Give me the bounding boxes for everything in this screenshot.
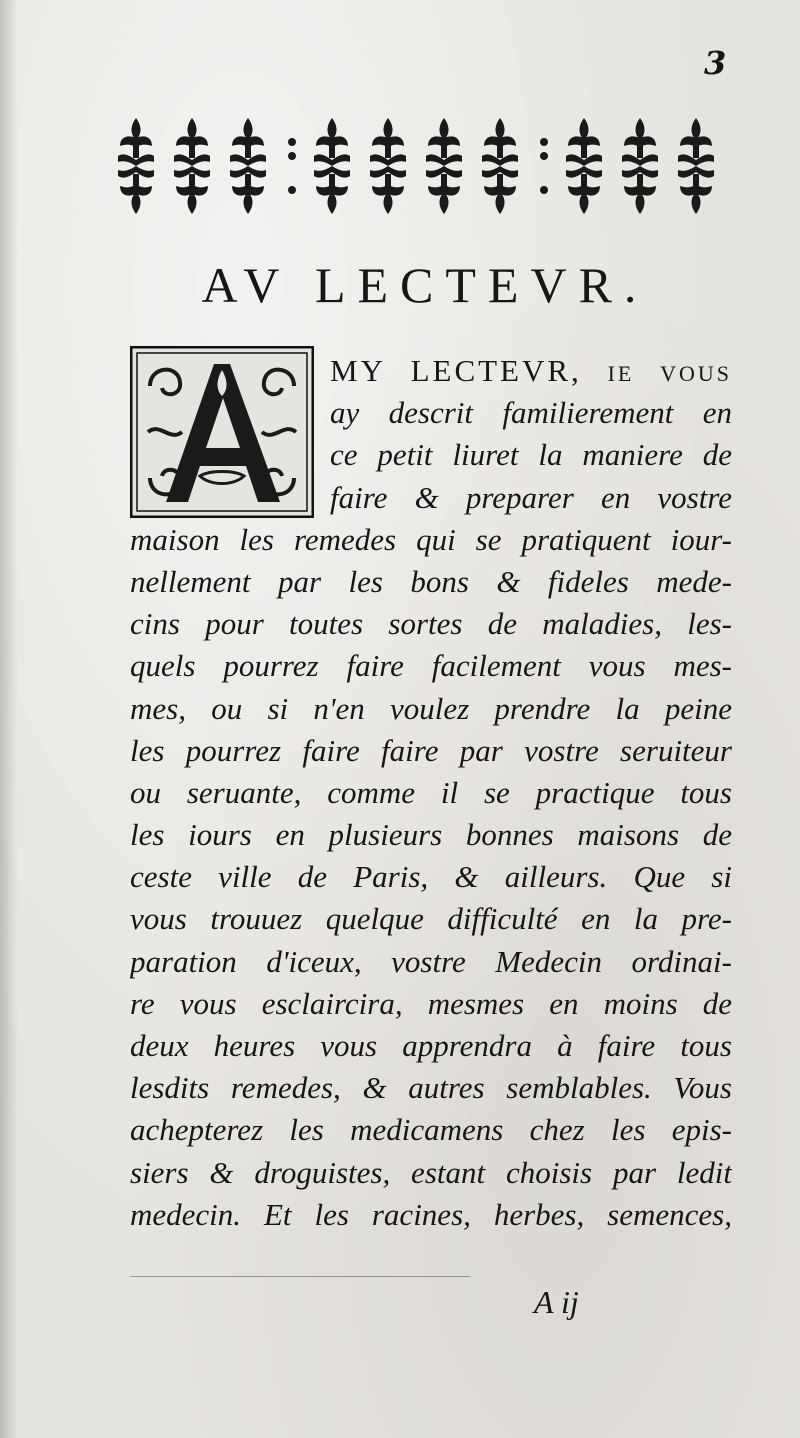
page-gutter-shadow xyxy=(0,0,18,1438)
text-line: ce petit liuret la maniere de xyxy=(330,437,732,473)
text-line: nellement par les bons & fideles mede- xyxy=(130,563,732,599)
text-line: medecin. Et les racines, herbes, semences, xyxy=(130,1196,732,1232)
bottom-rule xyxy=(130,1276,470,1277)
text-line: vous trouuez quelque difficulté en la pre- xyxy=(130,901,732,937)
signature-mark: A ij xyxy=(534,1284,579,1320)
text-line: ou seruante, comme il se practique tous xyxy=(130,774,732,810)
text-line: lesdits remedes, & autres semblables. Vous xyxy=(130,1070,732,1106)
text-line: achepterez les medicamens chez les epis- xyxy=(130,1112,732,1148)
body-text xyxy=(130,350,732,1236)
text-line: mes, ou si n'en voulez prendre la peine xyxy=(130,690,732,726)
text-line: cins pour toutes sortes de maladies, les- xyxy=(130,606,732,642)
text-line: ay descrit familierement en xyxy=(330,395,732,431)
text-line: ceste ville de Paris, & ailleurs. Que si xyxy=(130,859,732,895)
text-line: maison les remedes qui se pratiquent iour- xyxy=(130,521,732,557)
text-line: paration d'iceux, vostre Medecin ordinai- xyxy=(130,943,732,979)
chapter-heading: AV LECTEVR. xyxy=(201,257,649,313)
fleuron-ornament-band xyxy=(116,112,728,220)
text-line: siers & droguistes, estant choisis par ledit xyxy=(130,1154,732,1190)
page-number: 3 xyxy=(704,44,727,82)
text-line: deux heures vous apprendra à faire tous xyxy=(130,1028,732,1063)
text-line: re vous esclaircira, mesmes en moins de xyxy=(130,985,732,1021)
text-line: quels pourrez faire facilement vous mes- xyxy=(130,648,732,684)
text-line: faire & preparer en vostre xyxy=(330,479,732,515)
text-line: les iours en plusieurs bonnes maisons de xyxy=(130,817,732,853)
text-line: les pourrez faire faire par vostre seruiteur xyxy=(130,732,732,768)
text-line: MY LECTEVR, ie vous xyxy=(330,353,732,388)
